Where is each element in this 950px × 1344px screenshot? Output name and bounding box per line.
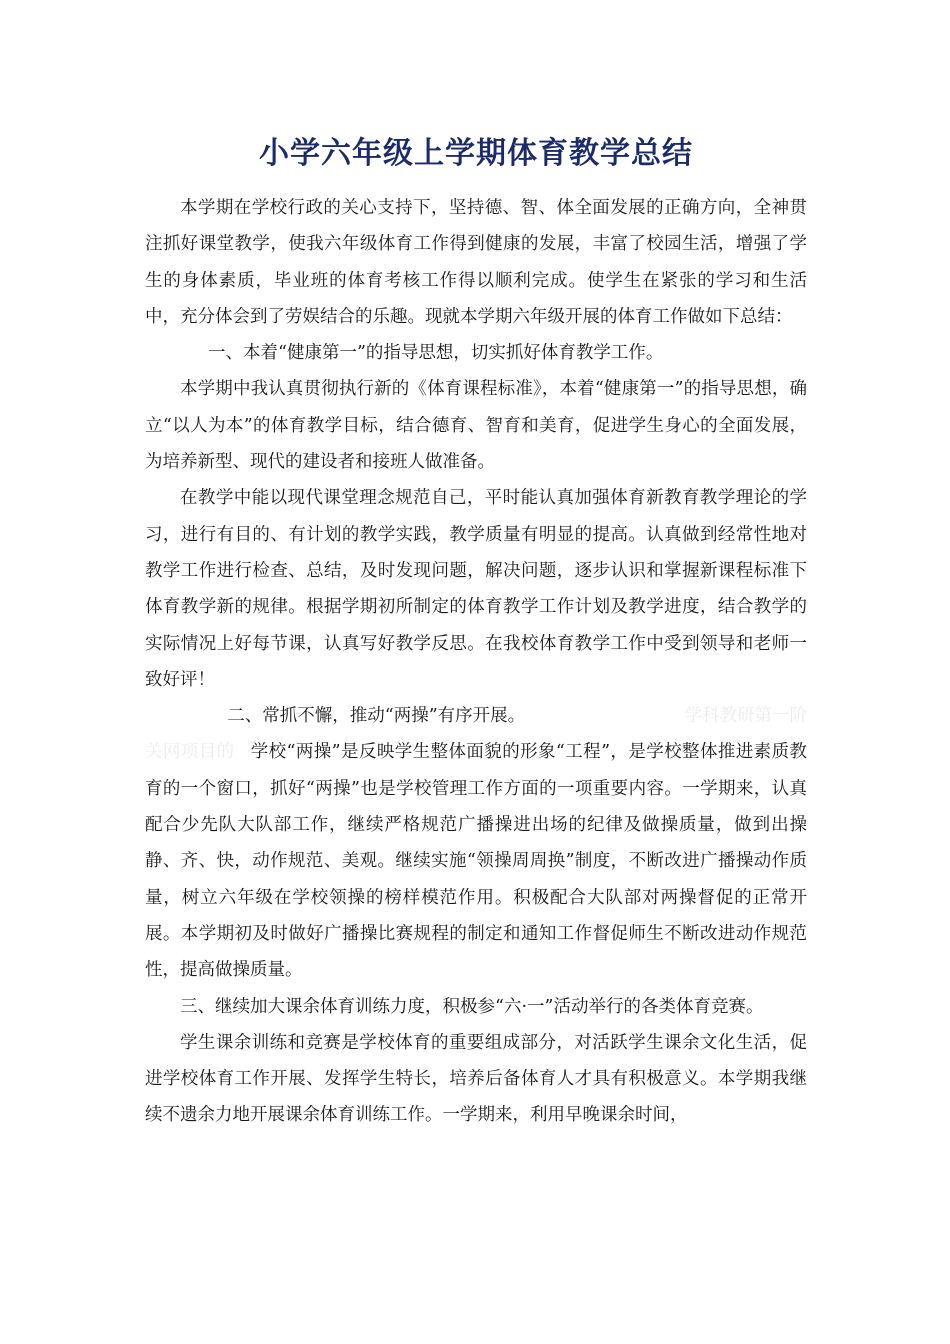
section-heading-3: 三、继续加大课余体育训练力度，积极参“六·一”活动举行的各类体育竞赛。 <box>180 996 764 1017</box>
section-heading-2-line <box>145 698 807 734</box>
section-2-paragraph-line <box>145 734 807 988</box>
section-heading-1: 一、本着“健康第一”的指导思想，切实抓好体育教学工作。 <box>208 343 664 364</box>
section-1-paragraph-2: 在教学中能以现代课堂理念规范自己，平时能认真加强体育新教育教学理论的学习，进行有目的、有计划的教学实践，教学质量有明显的提高。认真做到经常性地对教学工作进行检查、总结，及时发现问题，解决问题，逐步认识和掌握新课程标准下体育教学新的规律。根据学期初所制定的体育教学工作计划及教学进度，结合教学的实际情况上好每节课，认真写好教学反思。在我校体育教学工作中受到领导和老师一致好评！ <box>145 488 807 690</box>
faint-background-text-2: 关网项目的 <box>145 742 235 763</box>
section-3-paragraph: 学生课余训练和竞赛是学校体育的重要组成部分，对活跃学生课余文化生活，促进学校体育工作开展、发挥学生特长，培养后备体育人才具有积极意义。本学期我继续不遗余力地开展课余体育训练工作。一学期来，利用早晚课余时间， <box>145 1032 807 1126</box>
document-title: 小学六年级上学期体育教学总结 <box>259 136 693 171</box>
section-2-paragraph: 学校“两操”是反映学生整体面貌的形象“工程”，是学校整体推进素质教育的一个窗口，抓好“两操”也是学校管理工作方面的一项重要内容。一学期来，认真配合少先队大队部工作，继续严格规范广播操进出场的纪律及做操质量，做到出操静、齐、快，动作规范、美观。继续实施“领操周周换”制度，不断改进广播操动作质量，树立六年级在学校领操的榜样模范作用。积极配合大队部对两操督促的正常开展。本学期初及时做好广播操比赛规程的制定和通知工作督促师生不断改进动作规范性，提高做操质量。 <box>145 742 808 981</box>
faint-background-text: 学科教研第一阶 <box>684 706 807 727</box>
section-1-paragraph-1: 本学期中我认真贯彻执行新的《体育课程标准》，本着“健康第一”的指导思想，确立“以人为本”的体育教学目标，结合德育、智育和美育，促进学生身心的全面发展，为培养新型、现代的建设者和接班人做准备。 <box>145 379 807 473</box>
document-page <box>145 128 807 1134</box>
intro-paragraph: 本学期在学校行政的关心支持下，坚持德、智、体全面发展的正确方向，全神贯注抓好课堂教学，使我六年级体育工作得到健康的发展，丰富了校园生活，增强了学生的身体素质，毕业班的体育考核工作得以顺利完成。使学生在紧张的学习和生活中，充分体会到了劳娱结合的乐趣。现就本学期六年级开展的体育工作做如下总结： <box>145 198 807 327</box>
section-heading-2: 二、常抓不懈，推动“两操”有序开展。 <box>227 706 526 727</box>
